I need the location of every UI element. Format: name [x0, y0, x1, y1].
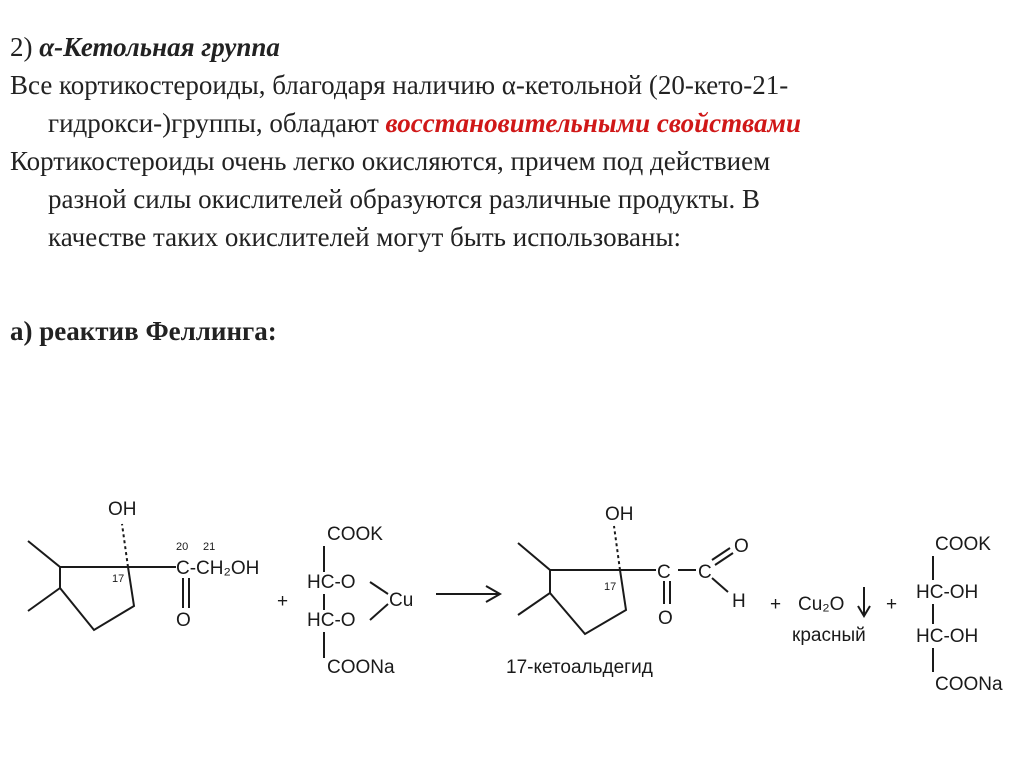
fehling-coona: COONa: [327, 657, 395, 678]
product-aldehyde-h: H: [732, 591, 746, 612]
tartrate-coona: COONa: [935, 674, 1003, 695]
product-c-1: C: [657, 562, 671, 583]
plus-sign-1: +: [277, 591, 289, 612]
fehling-cu: Cu: [389, 590, 414, 611]
slide-text: [10, 28, 1015, 350]
fehling-cu-bond-1: [370, 582, 388, 594]
fehling-hc-o-1: HC-O: [307, 572, 356, 593]
spacer: [10, 256, 1015, 312]
copper-oxide-precipitate: [792, 587, 870, 646]
tartrate-cook: COOK: [935, 534, 991, 555]
product-aldehyde-co-bond-2: [715, 553, 733, 565]
product-ketoaldehyde: [506, 504, 749, 678]
reaction-arrow: [436, 586, 500, 602]
product-num-17: 17: [604, 581, 617, 593]
paragraph-1-prefix: гидрокси-)группы, обладают: [48, 108, 386, 138]
reaction-scheme: [0, 480, 1024, 720]
fehling-cu-bond-2: [370, 604, 388, 620]
product-c-2: C: [698, 562, 712, 583]
paragraph-2-line-2: разной силы окислителей образуются различные продукты. В: [48, 184, 761, 214]
cu2o-formula: Cu₂O: [798, 594, 845, 615]
reactant-num-17: 17: [112, 573, 125, 585]
plus-sign-3: +: [886, 594, 898, 615]
product-aldehyde-co-bond: [712, 548, 730, 560]
reactant-steroid: [28, 499, 259, 631]
red-label: красный: [792, 625, 866, 646]
paragraph-1-line-1: Все кортикостероиды, благодаря наличию α-кетольной (20-кето-21-: [10, 70, 789, 100]
tartrate-product: [916, 534, 1003, 695]
reactant-methyl-bonds: [28, 541, 60, 611]
reactant-num-20: 20: [176, 541, 189, 553]
paragraph-2-line-1: Кортикостероиды очень легко окисляются, причем под действием: [10, 146, 771, 176]
tartrate-hc-oh-2: HC-OH: [916, 626, 979, 647]
product-aldehyde-h-bond: [712, 578, 728, 592]
fehling-hc-o-2: HC-O: [307, 610, 356, 631]
paragraph-2-line-3: качестве таких окислителей могут быть использованы:: [48, 222, 682, 252]
product-aldehyde-o: O: [734, 536, 749, 557]
plus-sign-2: +: [770, 594, 782, 615]
highlight-reducing-properties: восстановительными свойствами: [385, 108, 801, 138]
reactant-carbonyl-o: O: [176, 610, 191, 631]
subheading-fehling: а) реактив Феллинга:: [10, 316, 277, 346]
tartrate-hc-oh-1: HC-OH: [916, 582, 979, 603]
product-caption: 17-кетоальдегид: [506, 657, 653, 678]
reactant-oh: OH: [108, 499, 137, 520]
fehling-reagent: [307, 524, 413, 678]
reactant-chain: C-CH₂OH: [176, 558, 260, 579]
section-heading: [10, 28, 1015, 66]
product-carbonyl-o: O: [658, 608, 673, 629]
product-methyl-bonds: [518, 543, 550, 615]
reactant-oh-bond: [122, 524, 128, 567]
paragraph-1-line-2: [10, 104, 1015, 142]
fehling-cook: COOK: [327, 524, 383, 545]
product-oh: OH: [605, 504, 634, 525]
heading-title: α-Кетольная группа: [39, 32, 280, 62]
product-cyclopentane-ring: [550, 570, 626, 634]
reactant-num-21: 21: [203, 541, 216, 553]
heading-number: 2): [10, 32, 40, 62]
product-oh-bond: [614, 526, 620, 570]
